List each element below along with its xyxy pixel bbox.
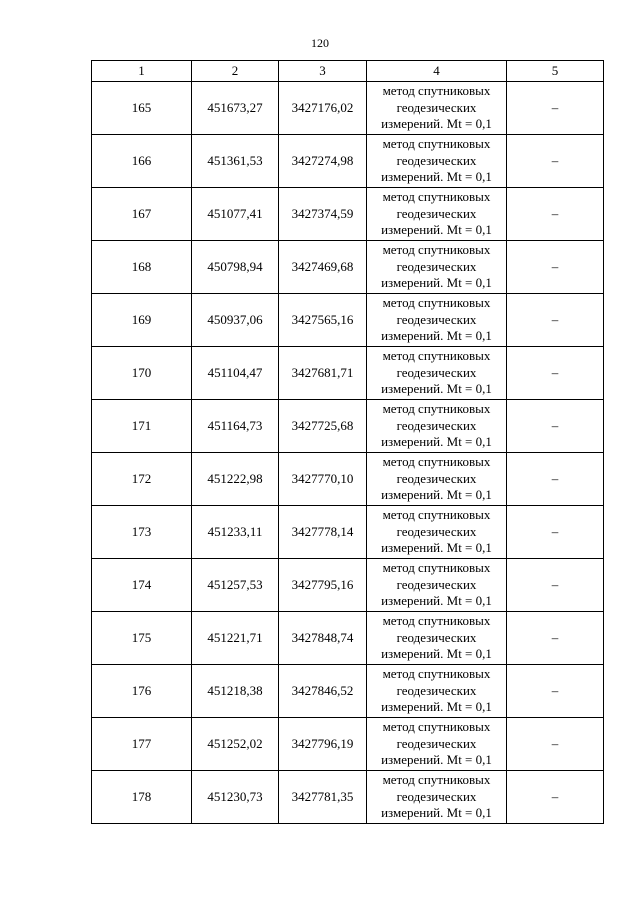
method-line-1: метод спутниковых: [382, 560, 491, 576]
method-line-1: метод спутниковых: [382, 83, 491, 99]
table-row: [92, 718, 604, 771]
point-number: 177: [92, 718, 192, 771]
column-5-value: –: [507, 400, 604, 453]
method-cell: [367, 453, 507, 506]
coordinate-x: 451361,53: [192, 135, 279, 188]
method-cell: [367, 506, 507, 559]
method-line-3: измерений. Mt = 0,1: [381, 540, 492, 556]
column-5-value: –: [507, 506, 604, 559]
method-cell: [367, 294, 507, 347]
coordinate-y: 3427274,98: [279, 135, 367, 188]
coordinate-x: 451222,98: [192, 453, 279, 506]
coordinate-x: 450937,06: [192, 294, 279, 347]
method-line-2: геодезических: [396, 682, 477, 698]
method-line-3: измерений. Mt = 0,1: [381, 222, 492, 238]
method-line-3: измерений. Mt = 0,1: [381, 752, 492, 768]
method-line-3: измерений. Mt = 0,1: [381, 169, 492, 185]
point-number: 167: [92, 188, 192, 241]
coordinate-x: 451230,73: [192, 771, 279, 824]
method-line-2: геодезических: [396, 364, 477, 380]
header-row: [92, 61, 604, 82]
column-5-value: –: [507, 718, 604, 771]
coordinate-y: 3427781,35: [279, 771, 367, 824]
table-row: [92, 400, 604, 453]
coordinate-x: 451252,02: [192, 718, 279, 771]
column-5-value: –: [507, 771, 604, 824]
method-cell: [367, 559, 507, 612]
coordinate-y: 3427796,19: [279, 718, 367, 771]
method-cell: [367, 718, 507, 771]
coordinate-y: 3427374,59: [279, 188, 367, 241]
column-5-value: –: [507, 294, 604, 347]
method-line-3: измерений. Mt = 0,1: [381, 116, 492, 132]
point-number: 172: [92, 453, 192, 506]
method-line-1: метод спутниковых: [382, 295, 491, 311]
method-line-1: метод спутниковых: [382, 136, 491, 152]
point-number: 170: [92, 347, 192, 400]
point-number: 171: [92, 400, 192, 453]
table-row: [92, 506, 604, 559]
point-number: 165: [92, 82, 192, 135]
method-line-3: измерений. Mt = 0,1: [381, 328, 492, 344]
method-line-1: метод спутниковых: [382, 454, 491, 470]
coordinate-x: 451233,11: [192, 506, 279, 559]
method-line-2: геодезических: [396, 523, 477, 539]
method-line-2: геодезических: [396, 99, 477, 115]
column-5-value: –: [507, 559, 604, 612]
point-number: 176: [92, 665, 192, 718]
coordinate-y: 3427565,16: [279, 294, 367, 347]
method-cell: [367, 771, 507, 824]
table-row: [92, 559, 604, 612]
header-col-4: 4: [367, 61, 507, 82]
table-row: [92, 453, 604, 506]
method-line-2: геодезических: [396, 417, 477, 433]
table-row: [92, 347, 604, 400]
coordinate-x: 451218,38: [192, 665, 279, 718]
method-line-1: метод спутниковых: [382, 189, 491, 205]
method-line-2: геодезических: [396, 470, 477, 486]
column-5-value: –: [507, 612, 604, 665]
coordinate-y: 3427846,52: [279, 665, 367, 718]
column-5-value: –: [507, 347, 604, 400]
coordinate-y: 3427681,71: [279, 347, 367, 400]
method-line-2: геодезических: [396, 311, 477, 327]
method-line-3: измерений. Mt = 0,1: [381, 487, 492, 503]
method-line-1: метод спутниковых: [382, 666, 491, 682]
point-number: 174: [92, 559, 192, 612]
coordinate-y: 3427848,74: [279, 612, 367, 665]
coordinate-y: 3427778,14: [279, 506, 367, 559]
coordinate-y: 3427770,10: [279, 453, 367, 506]
coordinate-x: 451221,71: [192, 612, 279, 665]
method-line-2: геодезических: [396, 735, 477, 751]
coordinate-x: 451077,41: [192, 188, 279, 241]
coordinate-x: 451164,73: [192, 400, 279, 453]
method-cell: [367, 241, 507, 294]
method-line-3: измерений. Mt = 0,1: [381, 805, 492, 821]
point-number: 175: [92, 612, 192, 665]
method-line-1: метод спутниковых: [382, 507, 491, 523]
method-line-2: геодезических: [396, 152, 477, 168]
header-col-1: 1: [92, 61, 192, 82]
method-line-1: метод спутниковых: [382, 401, 491, 417]
column-5-value: –: [507, 82, 604, 135]
method-line-2: геодезических: [396, 205, 477, 221]
method-cell: [367, 665, 507, 718]
method-line-1: метод спутниковых: [382, 772, 491, 788]
table-row: [92, 241, 604, 294]
header-col-5: 5: [507, 61, 604, 82]
header-col-2: 2: [192, 61, 279, 82]
page-number: 120: [311, 36, 329, 50]
table-body: [92, 82, 604, 824]
coordinate-y: 3427725,68: [279, 400, 367, 453]
table-row: [92, 612, 604, 665]
column-5-value: –: [507, 453, 604, 506]
table-row: [92, 135, 604, 188]
method-cell: [367, 82, 507, 135]
method-line-3: измерений. Mt = 0,1: [381, 699, 492, 715]
point-number: 168: [92, 241, 192, 294]
method-line-1: метод спутниковых: [382, 242, 491, 258]
method-line-2: геодезических: [396, 629, 477, 645]
table-row: [92, 771, 604, 824]
coordinate-x: 451673,27: [192, 82, 279, 135]
coordinate-y: 3427795,16: [279, 559, 367, 612]
method-line-2: геодезических: [396, 576, 477, 592]
coordinate-y: 3427176,02: [279, 82, 367, 135]
column-5-value: –: [507, 135, 604, 188]
method-cell: [367, 135, 507, 188]
column-5-value: –: [507, 665, 604, 718]
coordinate-x: 451104,47: [192, 347, 279, 400]
table-row: [92, 82, 604, 135]
point-number: 166: [92, 135, 192, 188]
table-row: [92, 665, 604, 718]
method-line-3: измерений. Mt = 0,1: [381, 381, 492, 397]
coordinate-y: 3427469,68: [279, 241, 367, 294]
method-cell: [367, 612, 507, 665]
column-5-value: –: [507, 241, 604, 294]
method-line-3: измерений. Mt = 0,1: [381, 434, 492, 450]
method-line-1: метод спутниковых: [382, 613, 491, 629]
method-line-2: геодезических: [396, 788, 477, 804]
method-cell: [367, 188, 507, 241]
method-cell: [367, 347, 507, 400]
table-row: [92, 188, 604, 241]
column-5-value: –: [507, 188, 604, 241]
method-line-2: геодезических: [396, 258, 477, 274]
point-number: 173: [92, 506, 192, 559]
coordinate-x: 451257,53: [192, 559, 279, 612]
table-row: [92, 294, 604, 347]
method-cell: [367, 400, 507, 453]
point-number: 169: [92, 294, 192, 347]
method-line-1: метод спутниковых: [382, 348, 491, 364]
method-line-3: измерений. Mt = 0,1: [381, 646, 492, 662]
method-line-1: метод спутниковых: [382, 719, 491, 735]
header-col-3: 3: [279, 61, 367, 82]
method-line-3: измерений. Mt = 0,1: [381, 275, 492, 291]
point-number: 178: [92, 771, 192, 824]
coordinates-table: [91, 60, 604, 824]
method-line-3: измерений. Mt = 0,1: [381, 593, 492, 609]
coordinate-x: 450798,94: [192, 241, 279, 294]
